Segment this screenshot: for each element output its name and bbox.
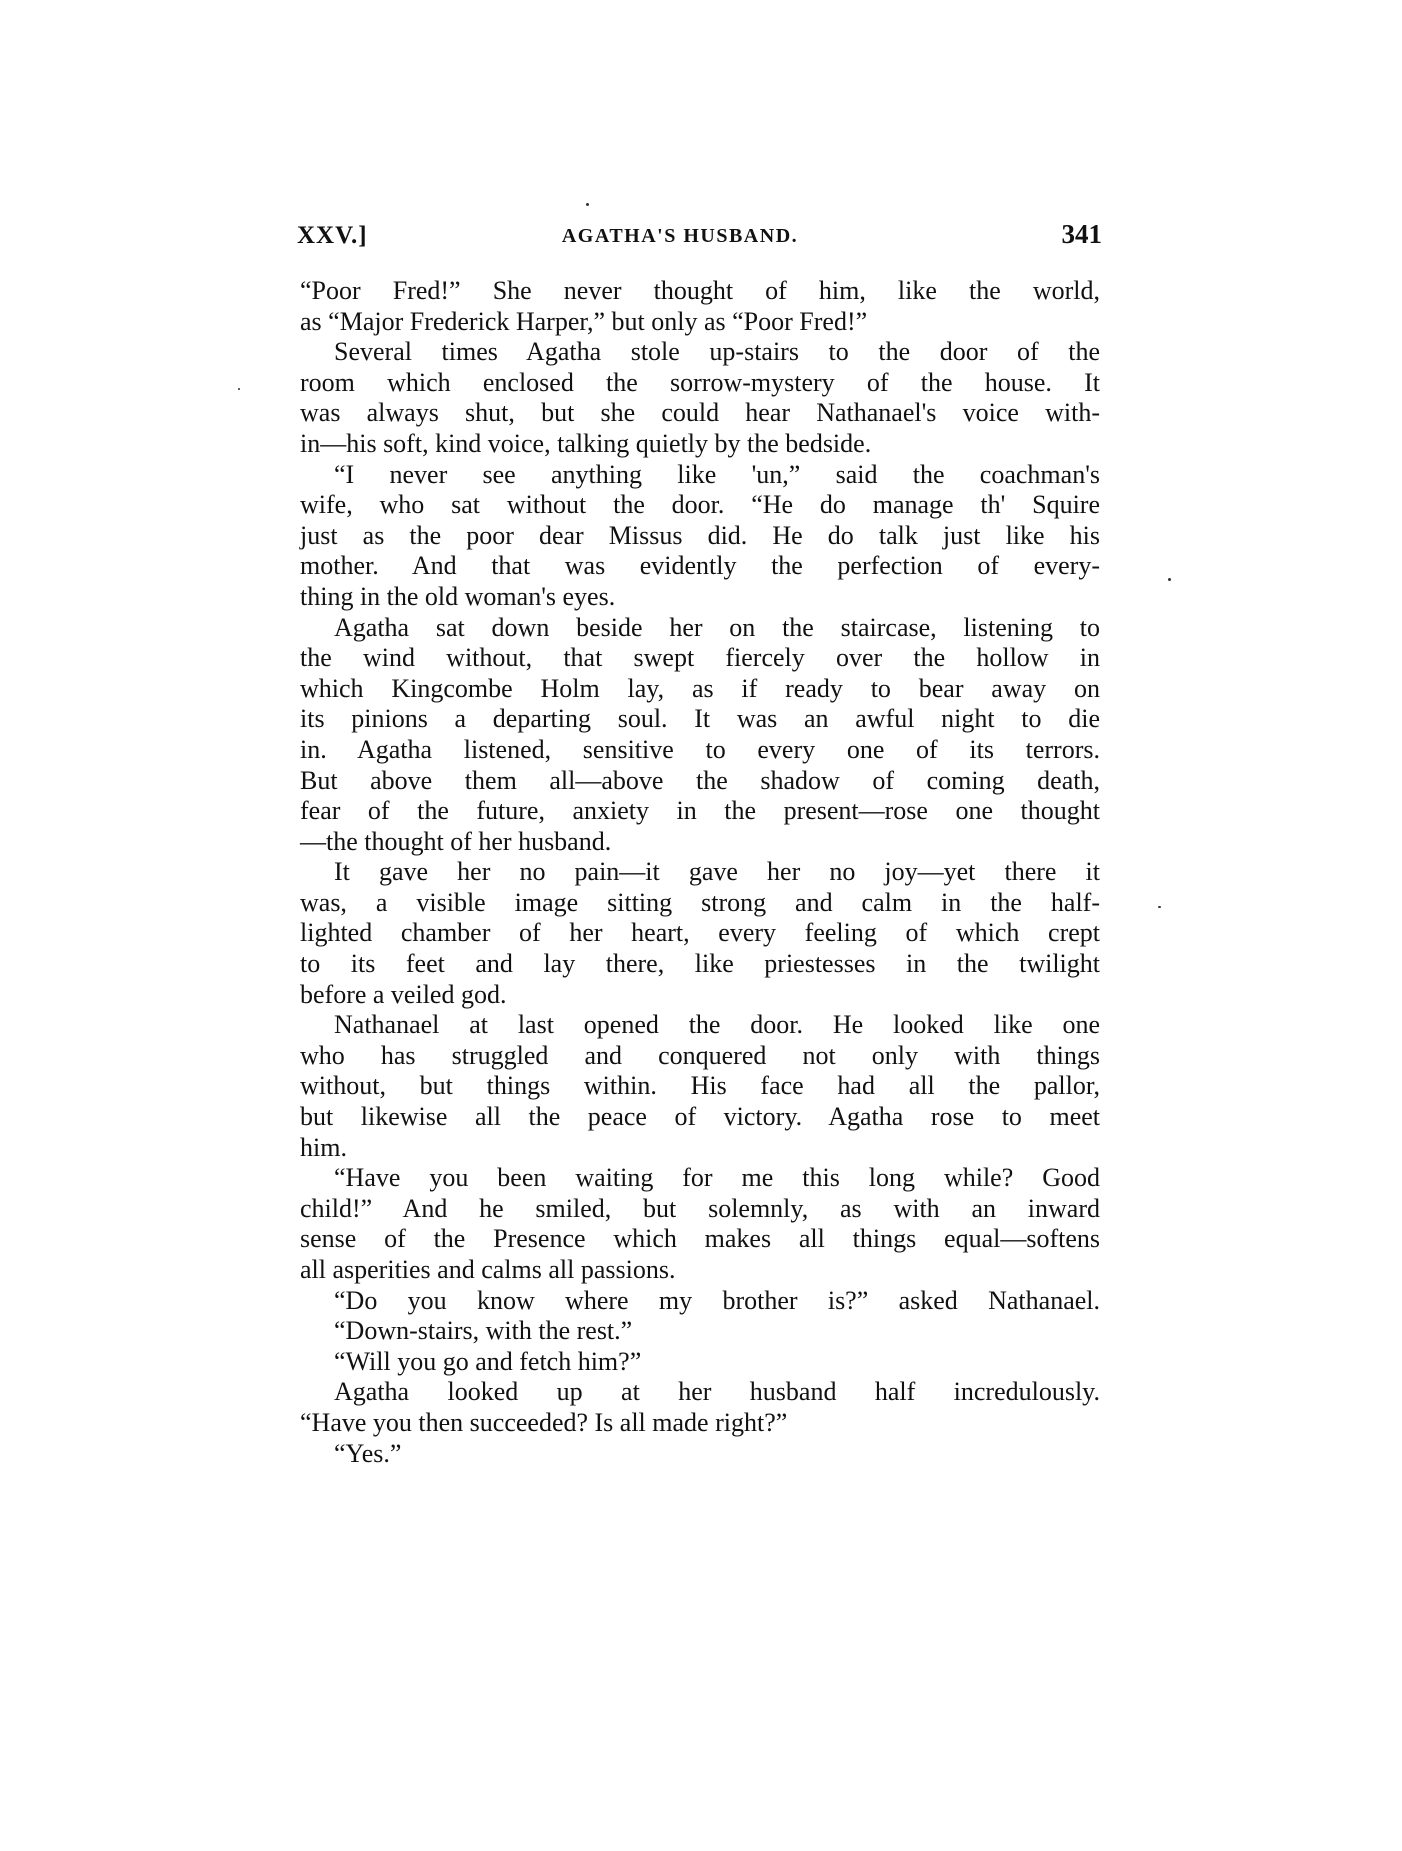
text-line: but likewise all the peace of victory. Agatha rose to meet xyxy=(300,1102,1100,1132)
text-line: just as the poor dear Missus did. He do talk just like his xyxy=(300,520,1100,550)
text-line: sense of the Presence which makes all things equal—softens xyxy=(300,1224,1100,1254)
book-page xyxy=(297,0,1102,1851)
running-head xyxy=(297,218,1102,254)
text-line: was, a visible image sitting strong and calm in the half- xyxy=(300,887,1100,917)
text-line: in—his soft, kind voice, talking quietly by the bedside. xyxy=(300,428,872,458)
text-line: “Have you been waiting for me this long while? Good xyxy=(334,1163,1100,1193)
text-line: him. xyxy=(300,1132,347,1162)
text-line: “I never see anything like 'un,” said the coachman's xyxy=(334,459,1100,489)
text-line: who has struggled and conquered not only with things xyxy=(300,1040,1100,1070)
text-line: to its feet and lay there, like priestesses in the twilight xyxy=(300,949,1100,979)
text-line: “Have you then succeeded? Is all made right?” xyxy=(300,1407,788,1437)
text-line: Agatha looked up at her husband half incredulously. xyxy=(334,1377,1100,1407)
text-line: —the thought of her husband. xyxy=(300,826,612,856)
print-speck xyxy=(1158,906,1161,908)
body-text xyxy=(300,276,1100,1469)
page-number: 341 xyxy=(1061,219,1102,249)
text-line: before a veiled god. xyxy=(300,979,507,1009)
text-line: “Do you know where my brother is?” asked Nathanael. xyxy=(334,1285,1100,1315)
text-line: fear of the future, anxiety in the present—rose one thought xyxy=(300,796,1100,826)
running-title: AGATHA'S HUSBAND. xyxy=(561,225,799,247)
text-line: “Poor Fred!” She never thought of him, like the world, xyxy=(300,276,1100,305)
print-speck xyxy=(1168,578,1171,581)
text-line: without, but things within. His face had all the pallor, xyxy=(300,1071,1100,1101)
text-line: as “Major Frederick Harper,” but only as “Poor Fred!” xyxy=(300,306,868,336)
text-line: thing in the old woman's eyes. xyxy=(300,581,616,611)
text-line: mother. And that was evidently the perfection of every- xyxy=(300,551,1100,581)
chapter-number: XXV.] xyxy=(297,222,368,249)
text-line: Agatha sat down beside her on the staircase, listening to xyxy=(334,612,1100,642)
text-line: in. Agatha listened, sensitive to every one of its terrors. xyxy=(300,734,1100,764)
text-line: “Down-stairs, with the rest.” xyxy=(334,1316,633,1346)
text-line: all asperities and calms all passions. xyxy=(300,1255,676,1284)
print-speck xyxy=(238,388,240,390)
text-line: Nathanael at last opened the door. He looked like one xyxy=(334,1010,1100,1040)
text-line: It gave her no pain—it gave her no joy—yet there it xyxy=(334,857,1100,887)
text-line: the wind without, that swept fiercely over the hollow in xyxy=(300,643,1100,673)
text-line: room which enclosed the sorrow-mystery of the house. It xyxy=(300,367,1100,397)
text-line: was always shut, but she could hear Nathanael's voice with- xyxy=(300,398,1100,428)
text-line: But above them all—above the shadow of coming death, xyxy=(300,765,1100,795)
text-line: lighted chamber of her heart, every feeling of which crept xyxy=(300,918,1100,948)
text-line: Several times Agatha stole up-stairs to the door of the xyxy=(334,337,1100,367)
print-speck xyxy=(586,203,589,206)
text-line: wife, who sat without the door. “He do manage th' Squire xyxy=(300,490,1100,520)
text-line: “Yes.” xyxy=(334,1438,402,1468)
text-line: its pinions a departing soul. It was an awful night to die xyxy=(300,704,1100,734)
text-line: child!” And he smiled, but solemnly, as with an inward xyxy=(300,1193,1100,1223)
text-line: “Will you go and fetch him?” xyxy=(334,1346,642,1376)
text-line: which Kingcombe Holm lay, as if ready to bear away on xyxy=(300,673,1100,703)
